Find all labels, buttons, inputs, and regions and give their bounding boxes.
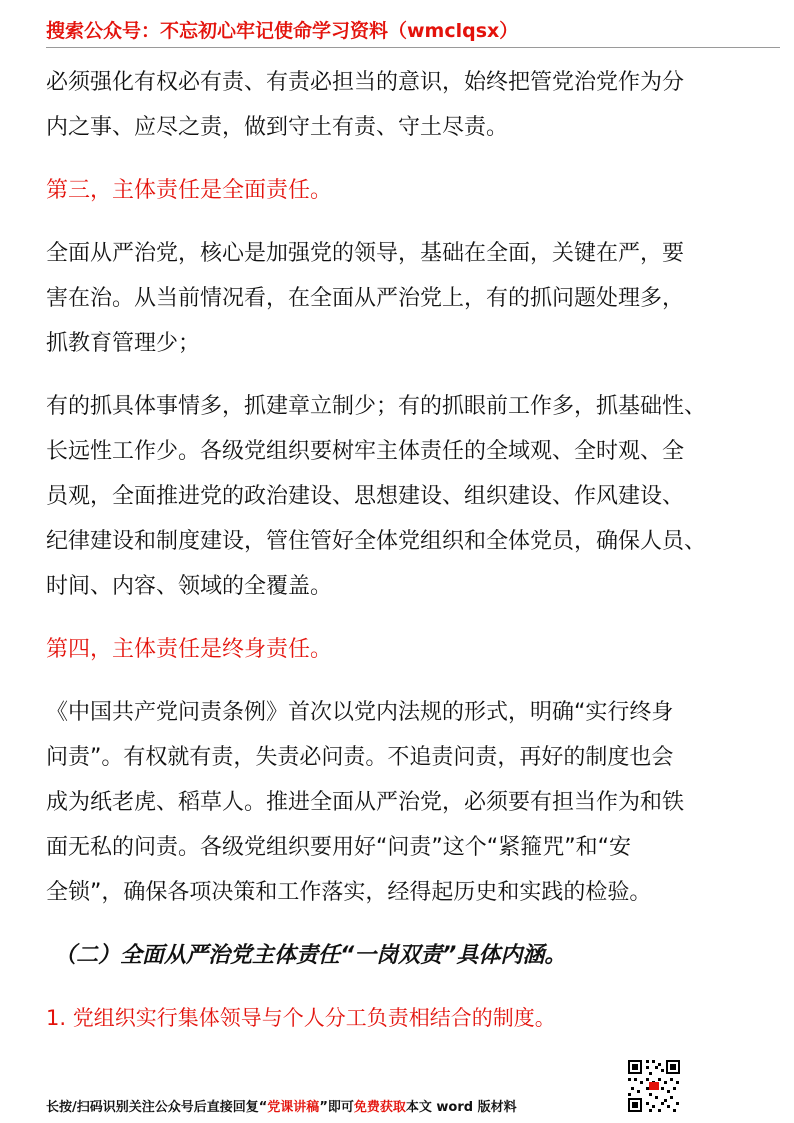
footer-keyword: 党课讲稿 [267,1100,320,1115]
text-line: 面无私的问责。各级党组织要用好“问责”这个“紧箍咒”和“安 [46,835,631,860]
paragraph [46,690,746,915]
qr-code-icon[interactable] [626,1058,682,1114]
footer-free-label: 免费获取 [353,1100,406,1115]
text-line: 抓教育管理少； [46,331,201,356]
subsection-heading: （二）全面从严治党主体责任“一岗双责”具体内涵。 [54,943,567,968]
text-line: 有的抓具体事情多，抓建章立制少；有的抓眼前工作多，抓基础性、 [46,394,707,419]
numbered-item-heading: 1. 党组织实行集体领导与个人分工负责相结合的制度。 [46,1006,556,1030]
paragraph [46,60,746,150]
header-title: 搜索公众号：不忘初心牢记使命学习资料（wmclqsx） [46,20,519,42]
text-line: 《中国共产党问责条例》首次以党内法规的形式，明确“实行终身 [46,700,674,725]
text-line: 成为纸老虎、稻草人。推进全面从严治党，必须要有担当作为和铁 [46,790,685,815]
text-line: 内之事、应尽之责，做到守土有责、守土尽责。 [46,115,509,140]
footer-text: 长按/扫码识别关注公众号后直接回复“ [46,1100,268,1115]
section-heading-fourth: 第四，主体责任是终身责任。 [46,637,333,662]
section-heading-third: 第三，主体责任是全面责任。 [46,178,333,203]
text-line: 员观，全面推进党的政治建设、思想建设、组织建设、作风建设、 [46,484,685,509]
paragraph [46,231,746,366]
text-line: 全面从严治党，核心是加强党的领导，基础在全面，关键在严，要 [46,241,685,266]
page-header [46,18,780,48]
text-line: 害在治。从当前情况看，在全面从严治党上，有的抓问题处理多， [46,286,685,311]
text-line: 长远性工作少。各级党组织要树牢主体责任的全域观、全时观、全 [46,439,685,464]
text-line: 必须强化有权必有责、有责必担当的意识，始终把管党治党作为分 [46,70,685,95]
text-line: 时间、内容、领域的全覆盖。 [46,574,333,599]
footer-note [46,1099,517,1117]
text-line: 问责”。有权就有责，失责必问责。不追责问责，再好的制度也会 [46,745,674,770]
text-line: 全锁”，确保各项决策和工作落实，经得起历史和实践的检验。 [46,880,652,905]
footer-text: ”即可 [319,1100,354,1115]
footer-text: 本文 word 版材料 [405,1100,517,1115]
text-line: 纪律建设和制度建设，管住管好全体党组织和全体党员，确保人员、 [46,529,707,554]
document-body [46,60,746,1041]
paragraph [46,384,746,609]
